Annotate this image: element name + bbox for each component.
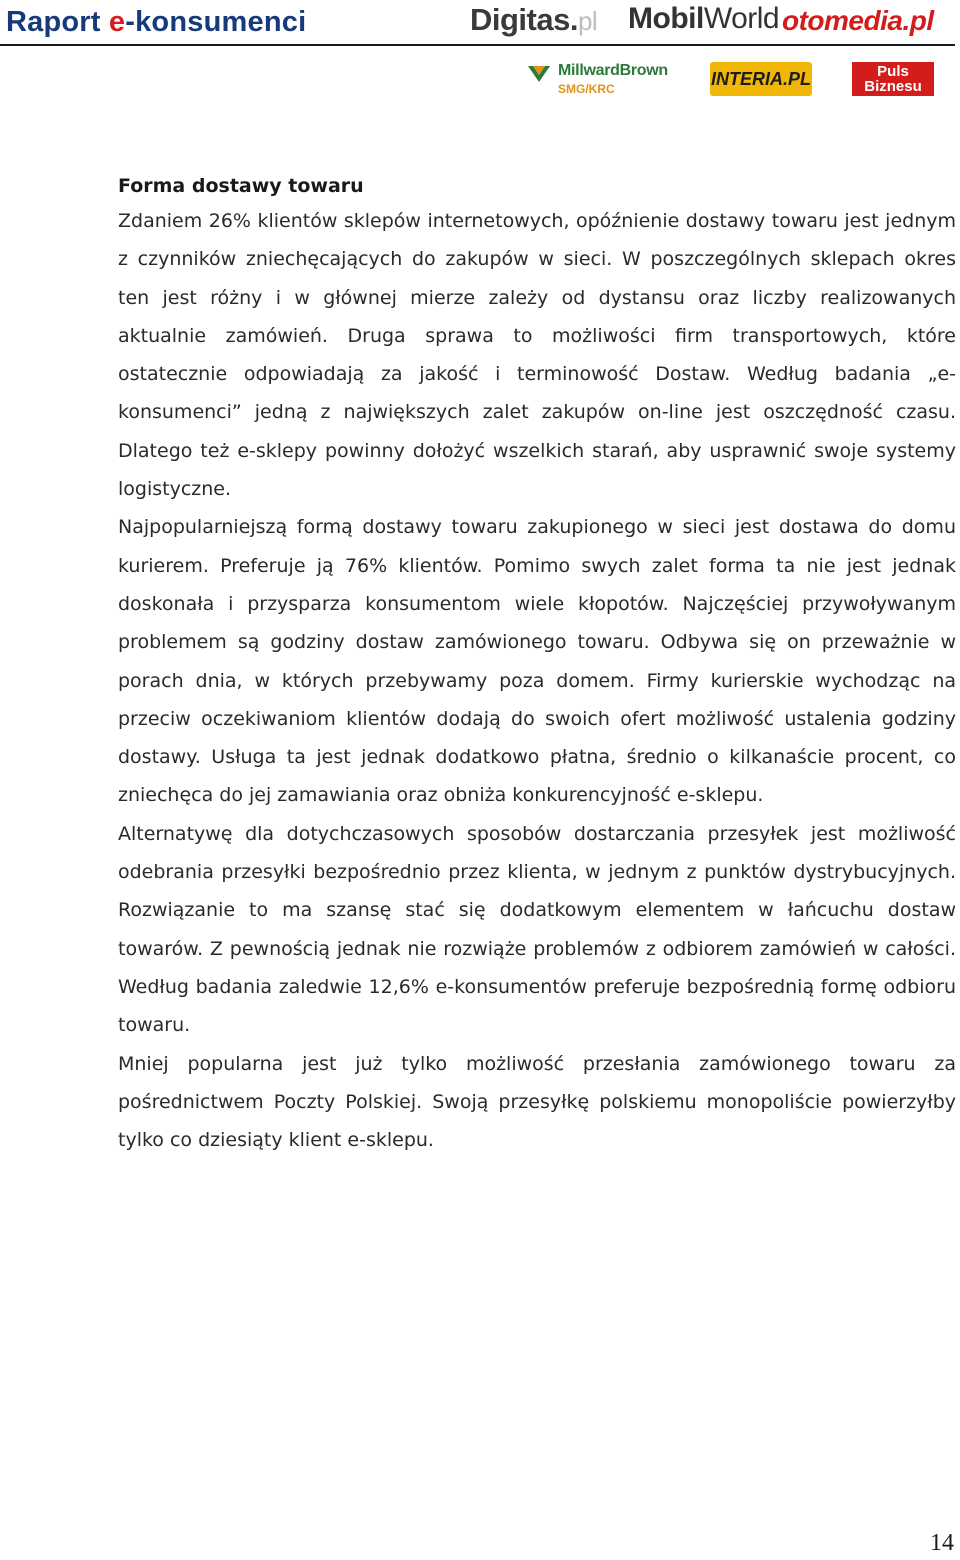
page-number: 14 [930,1530,954,1556]
header-divider [0,44,955,46]
paragraph: Mniej popularna jest już tylko możliwość przesłania zamówionego towaru za pośrednictwem Poczty Polskiej. Swoją przesyłkę polskiemu monopoliście powierzyłby tylko co dziesiąty klient e-sklepu. [118,1052,956,1152]
millwardbrown-logo-sub: SMG/KRC [558,82,615,96]
millwardbrown-mark-icon [526,62,552,86]
otomedia-logo: otomedia.pl [782,5,934,36]
mobilworld-logo [628,2,779,36]
mobilworld-logo-b: World [703,2,780,35]
section-heading: Forma dostawy towaru [118,175,364,197]
paragraph: Najpopularniejszą formą dostawy towaru zakupionego w sieci jest dostawa do domu kurierem. Preferuje ją 76% klientów. Pomimo swych zalet forma ta nie jest jednak doskonała i przysparza konsumentom wiele kłopotów. Najczęściej przywoływanym problemem są godziny dostaw zamówionego towaru. Odbywa się on przeważnie w porach dnia, w których przebywamy poza domem. Firmy kurierskie wychodząc na przeciw oczekiwaniom klientów dodają do swoich ofert możliwość ustalenia godziny dostawy. Usługa ta jest jednak dodatkowo płatna, średnio o kilkanaście procent, co zniechęca do jej zamawiania oraz obniża konkurencyjność e-sklepu. [118,516,956,807]
digitas-logo-pl: pl [577,6,598,36]
millwardbrown-logo [526,58,686,102]
puls-biznesu-logo [852,62,934,96]
mobilworld-logo-a: Mobil [628,2,704,35]
millwardbrown-logo-name: MillwardBrown [558,62,668,79]
report-title-suffix: -konsumenci [125,6,307,38]
report-title-accent: e [108,6,126,38]
interia-logo: INTERIA.PL [710,62,812,96]
page-header [0,0,960,110]
document-body [118,170,956,1159]
digitas-logo [470,2,597,38]
paragraph: Zdaniem 26% klientów sklepów internetowych, opóźnienie dostawy towaru jest jednym z czynników zniechęcających do zakupów w sieci. W poszczególnych sklepach okres ten jest różny i w głównej mierze zależy od dystansu oraz liczby realizowanych aktualnie zamówień. Druga sprawa to możliwości firm transportowych, które ostatecznie odpowiadają za jakość i terminowość Dostaw. Według badania „e-konsumenci” jedną z największych zalet zakupów on-line jest oszczędność czasu. Dlatego też e-sklepy powinny dołożyć wszelkich starań, aby usprawnić swoje systemy logistyczne. [118,210,956,501]
digitas-logo-main: Digitas. [470,2,578,37]
puls-biznesu-logo-top: Puls [877,63,909,80]
report-title [6,6,306,39]
paragraph: Alternatywę dla dotychczasowych sposobów dostarczania przesyłek jest możliwość odebrania przesyłki bezpośrednio przez klienta, w jednym z punktów dystrybucyjnych. Rozwiązanie to ma szansę stać się dodatkowym elementem w łańcuchu dostaw towarów. Z pewnością jednak nie rozwiąże problemów z odbiorem zamówień w całości. Według badania zaledwie 12,6% e-konsumentów preferuje bezpośrednią formę odbioru towaru. [118,822,956,1037]
report-title-prefix: Raport [6,6,109,38]
puls-biznesu-logo-bottom: Biznesu [864,78,922,95]
